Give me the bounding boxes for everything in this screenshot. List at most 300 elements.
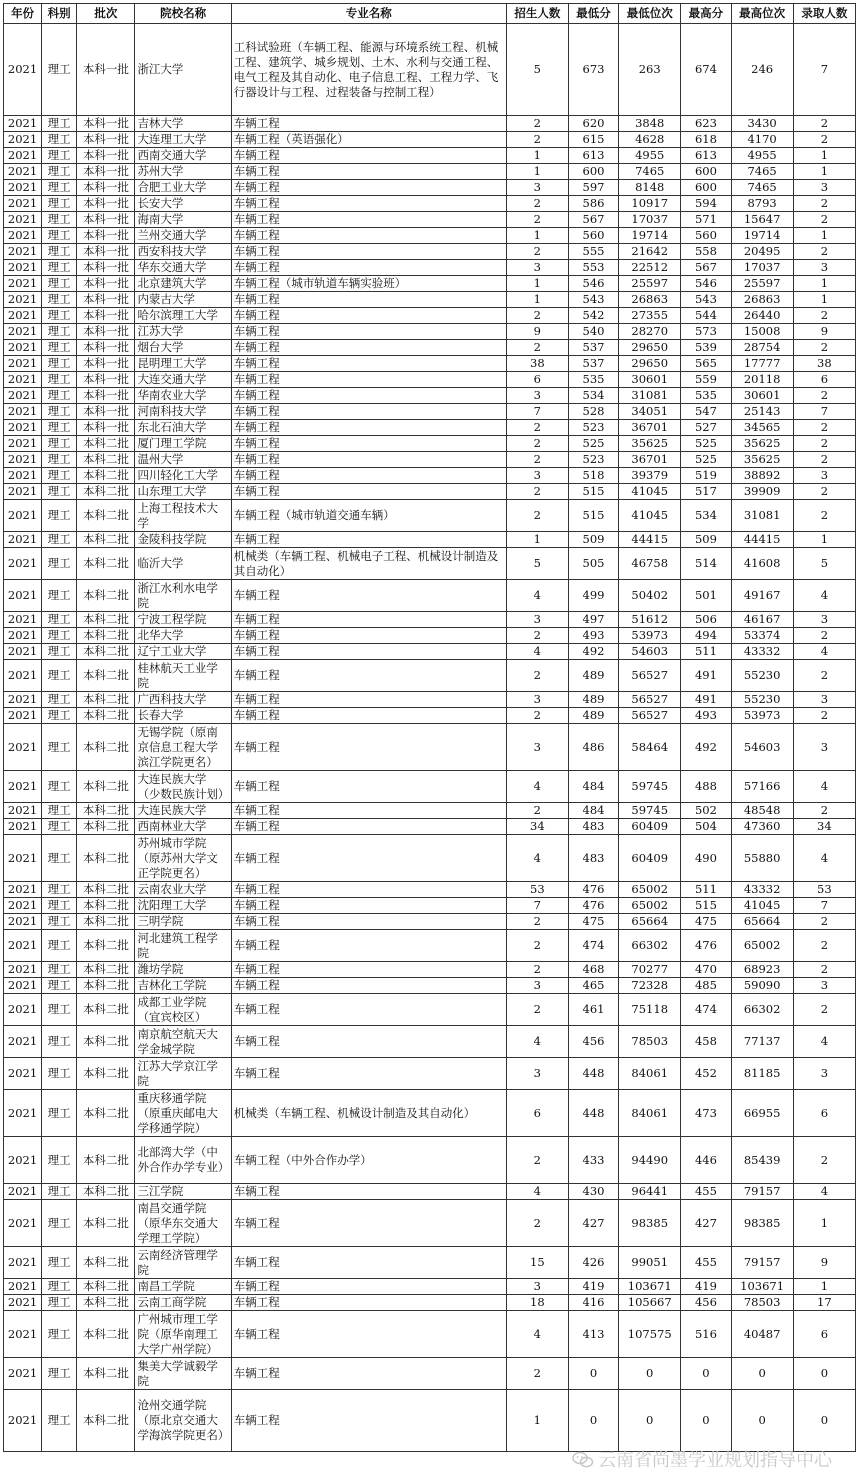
cell-year: 2021: [4, 484, 42, 500]
cell-plan: 2: [506, 994, 568, 1026]
admission-table: [3, 3, 856, 1452]
cell-min-rank: 60409: [619, 819, 681, 835]
cell-max-score: 560: [681, 228, 731, 244]
cell-year: 2021: [4, 771, 42, 803]
cell-school: 西南交通大学: [135, 148, 231, 164]
cell-min-rank: 22512: [619, 260, 681, 276]
cell-min-rank: 56527: [619, 660, 681, 692]
cell-category: 理工: [42, 580, 77, 612]
cell-admitted: 2: [793, 500, 855, 532]
table-row: [4, 914, 856, 930]
cell-max-rank: 55230: [731, 660, 793, 692]
cell-school: 北部湾大学（中外合作办学专业）: [135, 1137, 231, 1184]
cell-admitted: 6: [793, 1311, 855, 1358]
cell-max-rank: 8793: [731, 196, 793, 212]
table-body: [4, 24, 856, 1452]
cell-admitted: 7: [793, 404, 855, 420]
cell-category: 理工: [42, 771, 77, 803]
cell-max-score: 594: [681, 196, 731, 212]
cell-batch: 本科一批: [77, 244, 135, 260]
cell-major: 车辆工程（英语强化）: [231, 132, 506, 148]
cell-min-score: 586: [568, 196, 618, 212]
cell-max-rank: 103671: [731, 1279, 793, 1295]
cell-category: 理工: [42, 260, 77, 276]
table-header: [4, 4, 856, 24]
cell-min-rank: 65002: [619, 882, 681, 898]
cell-min-score: 518: [568, 468, 618, 484]
cell-year: 2021: [4, 962, 42, 978]
cell-batch: 本科一批: [77, 228, 135, 244]
cell-major: 车辆工程: [231, 212, 506, 228]
cell-major: 车辆工程: [231, 260, 506, 276]
cell-min-rank: 0: [619, 1390, 681, 1452]
cell-year: 2021: [4, 692, 42, 708]
cell-year: 2021: [4, 978, 42, 994]
cell-school: 浙江大学: [135, 24, 231, 116]
cell-category: 理工: [42, 468, 77, 484]
cell-category: 理工: [42, 898, 77, 914]
cell-year: 2021: [4, 132, 42, 148]
table-row: [4, 1390, 856, 1452]
table-row: [4, 1279, 856, 1295]
cell-category: 理工: [42, 724, 77, 771]
cell-year: 2021: [4, 644, 42, 660]
table-row: [4, 116, 856, 132]
cell-max-score: 455: [681, 1247, 731, 1279]
cell-admitted: 2: [793, 388, 855, 404]
cell-min-rank: 4628: [619, 132, 681, 148]
table-row: [4, 436, 856, 452]
cell-category: 理工: [42, 212, 77, 228]
cell-max-score: 559: [681, 372, 731, 388]
table-row: [4, 164, 856, 180]
cell-school: 成都工业学院（宜宾校区）: [135, 994, 231, 1026]
cell-category: 理工: [42, 978, 77, 994]
cell-category: 理工: [42, 180, 77, 196]
cell-plan: 34: [506, 819, 568, 835]
cell-max-score: 516: [681, 1311, 731, 1358]
cell-plan: 3: [506, 1279, 568, 1295]
cell-min-rank: 30601: [619, 372, 681, 388]
cell-max-score: 458: [681, 1026, 731, 1058]
cell-category: 理工: [42, 372, 77, 388]
table-row: [4, 1295, 856, 1311]
cell-school: 长安大学: [135, 196, 231, 212]
cell-year: 2021: [4, 1279, 42, 1295]
cell-year: 2021: [4, 580, 42, 612]
cell-min-score: 542: [568, 308, 618, 324]
cell-min-score: 474: [568, 930, 618, 962]
table-row: [4, 835, 856, 882]
cell-plan: 2: [506, 962, 568, 978]
cell-plan: 1: [506, 276, 568, 292]
cell-batch: 本科二批: [77, 660, 135, 692]
cell-max-score: 491: [681, 692, 731, 708]
cell-max-score: 547: [681, 404, 731, 420]
cell-min-rank: 103671: [619, 1279, 681, 1295]
cell-major: 车辆工程: [231, 660, 506, 692]
cell-admitted: 1: [793, 292, 855, 308]
table-row: [4, 1247, 856, 1279]
cell-plan: 2: [506, 1200, 568, 1247]
cell-max-rank: 0: [731, 1358, 793, 1390]
cell-major: 车辆工程: [231, 962, 506, 978]
cell-min-score: 489: [568, 708, 618, 724]
cell-category: 理工: [42, 196, 77, 212]
cell-school: 云南工商学院: [135, 1295, 231, 1311]
cell-min-rank: 41045: [619, 500, 681, 532]
cell-max-rank: 59090: [731, 978, 793, 994]
cell-batch: 本科一批: [77, 420, 135, 436]
cell-min-score: 465: [568, 978, 618, 994]
cell-min-rank: 99051: [619, 1247, 681, 1279]
cell-plan: 5: [506, 24, 568, 116]
cell-min-score: 486: [568, 724, 618, 771]
cell-admitted: 3: [793, 612, 855, 628]
cell-min-rank: 4955: [619, 148, 681, 164]
cell-category: 理工: [42, 1390, 77, 1452]
cell-year: 2021: [4, 340, 42, 356]
cell-admitted: 2: [793, 308, 855, 324]
cell-min-score: 448: [568, 1090, 618, 1137]
cell-school: 重庆移通学院（原重庆邮电大学移通学院）: [135, 1090, 231, 1137]
cell-max-score: 502: [681, 803, 731, 819]
cell-admitted: 34: [793, 819, 855, 835]
cell-max-rank: 4955: [731, 148, 793, 164]
cell-batch: 本科二批: [77, 978, 135, 994]
cell-school: 大连民族大学: [135, 803, 231, 819]
table-row: [4, 1090, 856, 1137]
cell-max-score: 517: [681, 484, 731, 500]
cell-batch: 本科一批: [77, 276, 135, 292]
cell-plan: 2: [506, 420, 568, 436]
cell-batch: 本科一批: [77, 356, 135, 372]
cell-major: 车辆工程: [231, 116, 506, 132]
cell-admitted: 3: [793, 692, 855, 708]
cell-min-score: 620: [568, 116, 618, 132]
cell-plan: 4: [506, 644, 568, 660]
cell-major: 车辆工程: [231, 882, 506, 898]
cell-category: 理工: [42, 1058, 77, 1090]
cell-min-rank: 36701: [619, 452, 681, 468]
cell-plan: 4: [506, 771, 568, 803]
cell-batch: 本科二批: [77, 1279, 135, 1295]
cell-max-score: 488: [681, 771, 731, 803]
cell-min-score: 534: [568, 388, 618, 404]
cell-category: 理工: [42, 1311, 77, 1358]
cell-batch: 本科二批: [77, 1090, 135, 1137]
cell-major: 车辆工程: [231, 228, 506, 244]
cell-year: 2021: [4, 803, 42, 819]
cell-max-score: 490: [681, 835, 731, 882]
cell-min-rank: 84061: [619, 1058, 681, 1090]
cell-school: 江苏大学: [135, 324, 231, 340]
cell-min-score: 448: [568, 1058, 618, 1090]
cell-major: 车辆工程: [231, 692, 506, 708]
table-row: [4, 148, 856, 164]
cell-min-score: 535: [568, 372, 618, 388]
cell-min-rank: 59745: [619, 803, 681, 819]
cell-admitted: 2: [793, 628, 855, 644]
cell-min-rank: 96441: [619, 1184, 681, 1200]
cell-year: 2021: [4, 212, 42, 228]
cell-batch: 本科二批: [77, 994, 135, 1026]
table-row: [4, 660, 856, 692]
cell-min-score: 475: [568, 914, 618, 930]
cell-year: 2021: [4, 1358, 42, 1390]
cell-major: 车辆工程: [231, 628, 506, 644]
cell-admitted: 2: [793, 116, 855, 132]
cell-max-score: 514: [681, 548, 731, 580]
cell-major: 车辆工程: [231, 978, 506, 994]
cell-plan: 3: [506, 180, 568, 196]
cell-year: 2021: [4, 1200, 42, 1247]
cell-min-rank: 58464: [619, 724, 681, 771]
table-row: [4, 882, 856, 898]
cell-plan: 2: [506, 484, 568, 500]
cell-batch: 本科二批: [77, 468, 135, 484]
cell-max-score: 519: [681, 468, 731, 484]
cell-year: 2021: [4, 819, 42, 835]
cell-category: 理工: [42, 340, 77, 356]
cell-max-rank: 15008: [731, 324, 793, 340]
cell-category: 理工: [42, 708, 77, 724]
cell-category: 理工: [42, 324, 77, 340]
cell-min-score: 489: [568, 692, 618, 708]
cell-min-rank: 0: [619, 1358, 681, 1390]
table-row: [4, 244, 856, 260]
cell-min-score: 493: [568, 628, 618, 644]
cell-plan: 4: [506, 835, 568, 882]
cell-year: 2021: [4, 244, 42, 260]
table-row: [4, 692, 856, 708]
cell-school: 桂林航天工业学院: [135, 660, 231, 692]
cell-admitted: 0: [793, 1358, 855, 1390]
cell-min-score: 546: [568, 276, 618, 292]
cell-plan: 3: [506, 260, 568, 276]
cell-major: 车辆工程: [231, 452, 506, 468]
cell-batch: 本科一批: [77, 180, 135, 196]
cell-year: 2021: [4, 500, 42, 532]
table-row: [4, 1358, 856, 1390]
cell-admitted: 2: [793, 132, 855, 148]
cell-min-score: 476: [568, 898, 618, 914]
cell-batch: 本科二批: [77, 548, 135, 580]
cell-max-rank: 53973: [731, 708, 793, 724]
cell-school: 华东交通大学: [135, 260, 231, 276]
cell-max-score: 525: [681, 452, 731, 468]
cell-batch: 本科二批: [77, 532, 135, 548]
cell-school: 宁波工程学院: [135, 612, 231, 628]
cell-max-score: 474: [681, 994, 731, 1026]
cell-min-score: 543: [568, 292, 618, 308]
cell-school: 临沂大学: [135, 548, 231, 580]
cell-max-rank: 53374: [731, 628, 793, 644]
cell-category: 理工: [42, 1137, 77, 1184]
cell-plan: 3: [506, 978, 568, 994]
cell-year: 2021: [4, 196, 42, 212]
cell-batch: 本科一批: [77, 24, 135, 116]
cell-min-score: 499: [568, 580, 618, 612]
cell-max-score: 446: [681, 1137, 731, 1184]
cell-major: 车辆工程: [231, 803, 506, 819]
cell-major: 车辆工程（城市轨道车辆实验班）: [231, 276, 506, 292]
table-row: [4, 978, 856, 994]
cell-category: 理工: [42, 914, 77, 930]
cell-admitted: 1: [793, 148, 855, 164]
cell-school: 长春大学: [135, 708, 231, 724]
header-row: [4, 4, 856, 24]
cell-year: 2021: [4, 898, 42, 914]
cell-max-rank: 81185: [731, 1058, 793, 1090]
cell-max-rank: 46167: [731, 612, 793, 628]
cell-major: 车辆工程: [231, 898, 506, 914]
cell-category: 理工: [42, 628, 77, 644]
cell-min-score: 540: [568, 324, 618, 340]
cell-min-rank: 59745: [619, 771, 681, 803]
cell-major: 车辆工程: [231, 994, 506, 1026]
cell-max-score: 543: [681, 292, 731, 308]
cell-year: 2021: [4, 1295, 42, 1311]
cell-min-rank: 39379: [619, 468, 681, 484]
cell-school: 三明学院: [135, 914, 231, 930]
cell-major: 车辆工程: [231, 324, 506, 340]
cell-category: 理工: [42, 436, 77, 452]
cell-max-score: 427: [681, 1200, 731, 1247]
cell-min-rank: 10917: [619, 196, 681, 212]
table-row: [4, 500, 856, 532]
cell-year: 2021: [4, 914, 42, 930]
cell-max-score: 511: [681, 882, 731, 898]
cell-category: 理工: [42, 116, 77, 132]
cell-plan: 3: [506, 468, 568, 484]
cell-max-rank: 65002: [731, 930, 793, 962]
cell-major: 车辆工程: [231, 930, 506, 962]
cell-max-rank: 40487: [731, 1311, 793, 1358]
cell-category: 理工: [42, 644, 77, 660]
cell-major: 车辆工程: [231, 1200, 506, 1247]
cell-max-score: 525: [681, 436, 731, 452]
cell-min-rank: 263: [619, 24, 681, 116]
cell-plan: 2: [506, 436, 568, 452]
cell-max-score: 470: [681, 962, 731, 978]
cell-min-rank: 56527: [619, 692, 681, 708]
cell-school: 山东理工大学: [135, 484, 231, 500]
cell-max-rank: 3430: [731, 116, 793, 132]
cell-school: 东北石油大学: [135, 420, 231, 436]
cell-max-score: 573: [681, 324, 731, 340]
cell-admitted: 6: [793, 1090, 855, 1137]
cell-year: 2021: [4, 1137, 42, 1184]
cell-plan: 9: [506, 324, 568, 340]
cell-max-rank: 66302: [731, 994, 793, 1026]
cell-year: 2021: [4, 308, 42, 324]
cell-max-score: 567: [681, 260, 731, 276]
cell-max-score: 0: [681, 1358, 731, 1390]
cell-min-score: 528: [568, 404, 618, 420]
cell-year: 2021: [4, 180, 42, 196]
cell-admitted: 38: [793, 356, 855, 372]
cell-plan: 3: [506, 612, 568, 628]
cell-max-rank: 35625: [731, 452, 793, 468]
cell-batch: 本科二批: [77, 708, 135, 724]
header-school: 院校名称: [135, 4, 231, 24]
cell-category: 理工: [42, 244, 77, 260]
cell-max-score: 476: [681, 930, 731, 962]
table-row: [4, 1058, 856, 1090]
cell-batch: 本科一批: [77, 308, 135, 324]
cell-admitted: 4: [793, 835, 855, 882]
cell-school: 南昌交通学院（原华东交通大学理工学院）: [135, 1200, 231, 1247]
table-row: [4, 420, 856, 436]
cell-category: 理工: [42, 356, 77, 372]
cell-max-score: 618: [681, 132, 731, 148]
cell-min-rank: 3848: [619, 116, 681, 132]
cell-major: 车辆工程: [231, 292, 506, 308]
cell-min-score: 515: [568, 484, 618, 500]
cell-plan: 2: [506, 132, 568, 148]
cell-min-score: 461: [568, 994, 618, 1026]
cell-major: 车辆工程: [231, 340, 506, 356]
header-batch: 批次: [77, 4, 135, 24]
cell-max-rank: 66955: [731, 1090, 793, 1137]
cell-plan: 4: [506, 580, 568, 612]
cell-major: 车辆工程: [231, 148, 506, 164]
table-row: [4, 532, 856, 548]
cell-year: 2021: [4, 930, 42, 962]
cell-batch: 本科二批: [77, 452, 135, 468]
cell-category: 理工: [42, 452, 77, 468]
cell-admitted: 4: [793, 644, 855, 660]
cell-admitted: 1: [793, 532, 855, 548]
cell-min-rank: 75118: [619, 994, 681, 1026]
cell-max-rank: 78503: [731, 1295, 793, 1311]
cell-min-rank: 25597: [619, 276, 681, 292]
cell-min-rank: 50402: [619, 580, 681, 612]
cell-school: 辽宁工业大学: [135, 644, 231, 660]
table-row: [4, 452, 856, 468]
cell-min-rank: 44415: [619, 532, 681, 548]
cell-plan: 1: [506, 148, 568, 164]
cell-category: 理工: [42, 962, 77, 978]
table-row: [4, 260, 856, 276]
cell-major: 车辆工程: [231, 612, 506, 628]
table-row: [4, 819, 856, 835]
cell-min-score: 476: [568, 882, 618, 898]
cell-max-rank: 79157: [731, 1184, 793, 1200]
cell-min-score: 613: [568, 148, 618, 164]
cell-category: 理工: [42, 164, 77, 180]
table-row: [4, 1026, 856, 1058]
cell-min-rank: 29650: [619, 356, 681, 372]
cell-major: 车辆工程: [231, 484, 506, 500]
cell-year: 2021: [4, 1247, 42, 1279]
cell-category: 理工: [42, 276, 77, 292]
cell-max-score: 600: [681, 164, 731, 180]
cell-min-rank: 8148: [619, 180, 681, 196]
cell-year: 2021: [4, 292, 42, 308]
cell-min-rank: 84061: [619, 1090, 681, 1137]
cell-school: 浙江水利水电学院: [135, 580, 231, 612]
cell-admitted: 6: [793, 372, 855, 388]
cell-batch: 本科二批: [77, 914, 135, 930]
cell-year: 2021: [4, 24, 42, 116]
cell-plan: 3: [506, 1058, 568, 1090]
cell-min-score: 413: [568, 1311, 618, 1358]
cell-min-rank: 7465: [619, 164, 681, 180]
table-row: [4, 356, 856, 372]
cell-school: 南昌工学院: [135, 1279, 231, 1295]
